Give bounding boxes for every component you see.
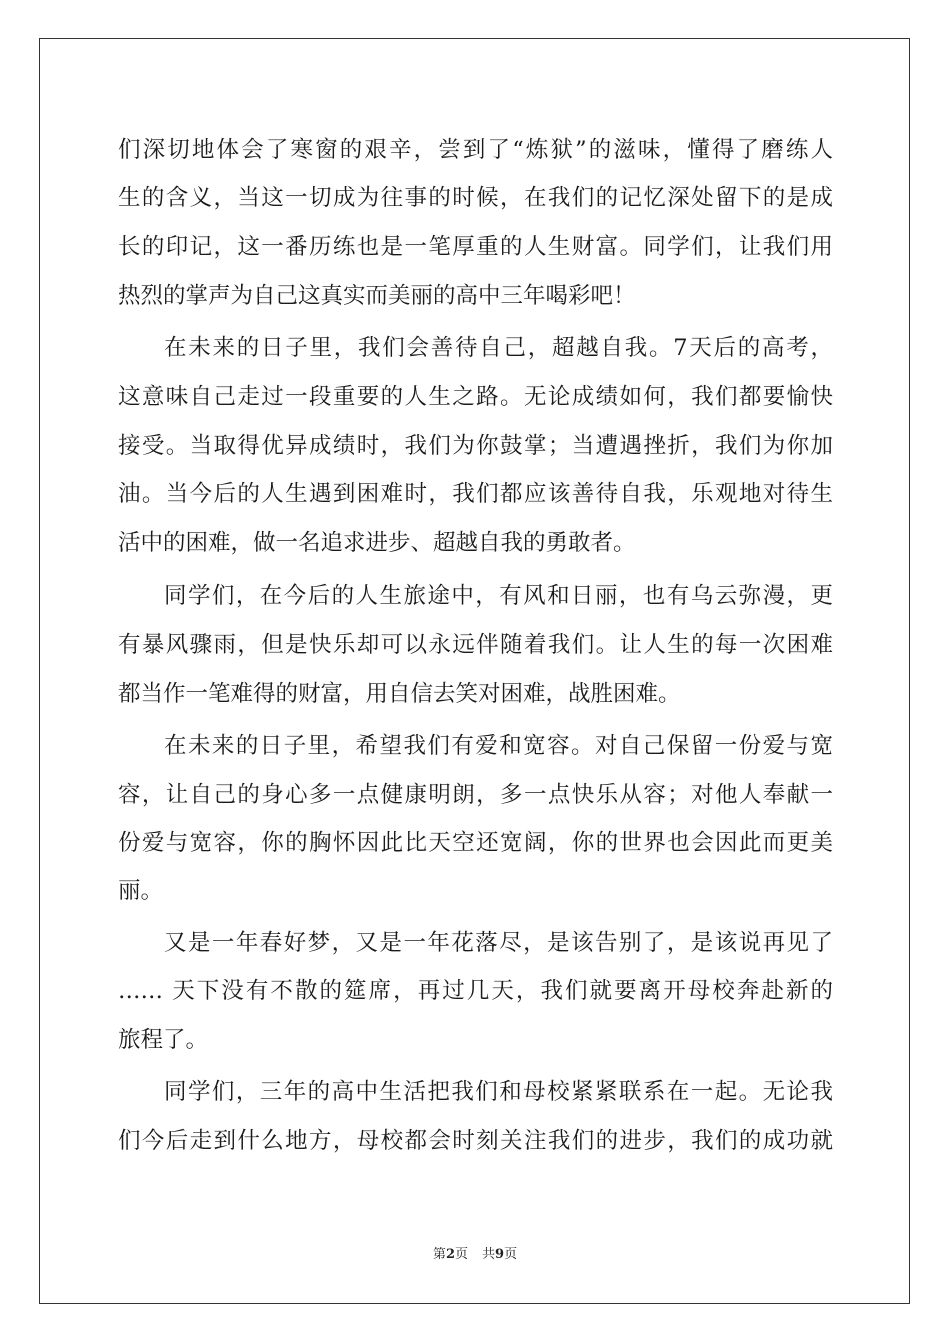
text-line: 活中的困难，做一名追求进步、超越自我的勇敢者。 [118, 530, 636, 556]
text-line: 份爱与宽容，你的胸怀因此比天空还宽阔，你的世界也会因此而更美 [118, 830, 833, 856]
paragraph-first-line: 同学们，在今后的人生旅途中，有风和日丽，也有乌云弥漫，更 [164, 583, 833, 609]
total-pages-label: 共9页 [482, 1247, 518, 1262]
text-line: …… 天下没有不散的筵席，再过几天，我们就要离开母校奔赴新的 [118, 978, 833, 1004]
current-page-number: 2 [445, 1247, 455, 1262]
text-line: 这意味自己走过一段重要的人生之路。无论成绩如何，我们都要愉快 [118, 384, 833, 410]
paragraph-first-line: 同学们，三年的高中生活把我们和母校紧紧联系在一起。无论我 [164, 1079, 833, 1105]
text-line: 长的印记，这一番历练也是一笔厚重的人生财富。同学们，让我们用 [118, 234, 833, 260]
text-line: 们今后走到什么地方，母校都会时刻关注我们的进步，我们的成功就 [118, 1128, 833, 1154]
text-line: 接受。当取得优异成绩时，我们为你鼓掌；当遭遇挫折，我们为你加 [118, 433, 833, 459]
text-line: 们深切地体会了寒窗的艰辛，尝到了“炼狱”的滋味，懂得了磨练人 [118, 137, 833, 163]
text-line: 生的含义，当这一切成为往事的时候，在我们的记忆深处留下的是成 [118, 185, 833, 211]
text-line: 丽。 [118, 878, 164, 904]
text-line: 旅程了。 [118, 1027, 209, 1053]
page-footer [0, 1245, 950, 1265]
total-page-count: 9 [495, 1247, 505, 1262]
page-number-label: 第2页 [432, 1247, 468, 1262]
text-line: 都当作一笔难得的财富，用自信去笑对困难，战胜困难。 [118, 681, 681, 707]
paragraph-first-line: 又是一年春好梦，又是一年花落尽，是该告别了，是该说再见了 [164, 930, 833, 956]
paragraph-first-line: 在未来的日子里，我们会善待自己，超越自我。7天后的高考， [164, 335, 833, 361]
text-line: 热烈的掌声为自己这真实而美丽的高中三年喝彩吧！ [118, 283, 636, 309]
paragraph-first-line: 在未来的日子里，希望我们有爱和宽容。对自己保留一份爱与宽 [164, 733, 833, 759]
text-line: 容，让自己的身心多一点健康明朗，多一点快乐从容；对他人奉献一 [118, 782, 833, 808]
text-line: 油。当今后的人生遇到困难时，我们都应该善待自我，乐观地对待生 [118, 481, 833, 507]
text-line: 有暴风骤雨，但是快乐却可以永远伴随着我们。让人生的每一次困难 [118, 632, 833, 658]
